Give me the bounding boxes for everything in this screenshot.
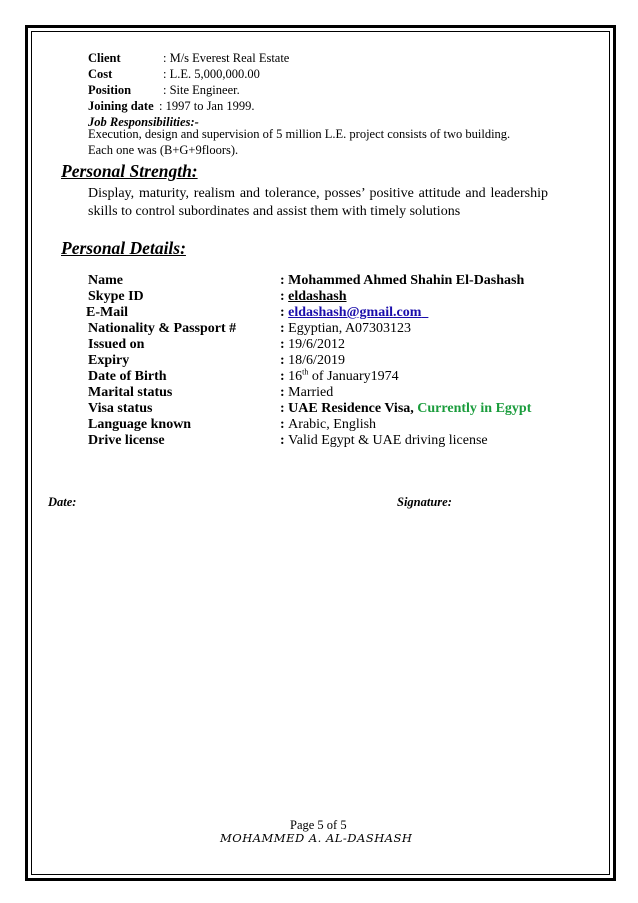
position-label: Position (88, 83, 132, 97)
email-colon: : (280, 305, 289, 320)
position-value: : Site Engineer. (163, 83, 240, 97)
expiry-row (280, 353, 345, 369)
drive-license-colon: : (280, 433, 289, 448)
visa-status-badge: Currently in Egypt (417, 401, 532, 416)
skype-colon: : (280, 289, 289, 304)
email-row (280, 305, 428, 321)
signature-label: Signature: (397, 495, 452, 509)
name-label: Name (88, 273, 123, 288)
marital-row (280, 385, 333, 401)
nationality-row (280, 321, 411, 337)
language-value: Arabic, English (288, 417, 377, 432)
responsibilities-line-2: Each one was (B+G+9floors). (88, 143, 239, 157)
joining-date-value: : 1997 to Jan 1999. (159, 99, 255, 113)
personal-details-heading: Personal Details: (61, 238, 186, 258)
dob-label: Date of Birth (88, 369, 167, 384)
responsibilities-line-1: Execution, design and supervision of 5 million L.E. project consists of two building. (88, 127, 511, 141)
strength-line-1: Display, maturity, realism and tolerance, posses’ positive attitude and leadership (88, 186, 548, 201)
job-responsibilities-heading: Job Responsibilities:- (88, 115, 199, 129)
visa-value: : UAE Residence Visa, (280, 401, 414, 416)
language-label: Language known (88, 417, 192, 432)
issued-label: Issued on (88, 337, 145, 352)
name-value: : Mohammed Ahmed Shahin El-Dashash (280, 273, 525, 288)
personal-strength-heading: Personal Strength: (61, 161, 198, 181)
dob-row (280, 369, 399, 385)
cost-label: Cost (88, 67, 113, 81)
joining-date-label: Joining date (88, 99, 154, 113)
page-number: Page 5 of 5 (290, 818, 347, 832)
marital-value: Married (288, 385, 334, 400)
dob-suffix: th (302, 367, 309, 377)
issued-row (280, 337, 345, 353)
drive-license-value: Valid Egypt & UAE driving license (288, 433, 488, 448)
nationality-value: Egyptian, A07303123 (288, 321, 412, 336)
dob-rest: of January1974 (308, 369, 399, 384)
skype-row (280, 289, 347, 305)
language-colon: : (280, 417, 289, 432)
issued-colon: : (280, 337, 289, 352)
visa-label: Visa status (88, 401, 153, 416)
dob-day: 16 (288, 369, 303, 384)
strength-line-2: skills to control subordinates and assist them with timely solutions (88, 204, 461, 219)
visa-row (280, 401, 531, 417)
author-signature: MOHAMMED A. AL-DASHASH (220, 831, 413, 845)
drive-license-row (280, 433, 488, 449)
nationality-label: Nationality & Passport # (88, 321, 237, 336)
issued-value: 19/6/2012 (288, 337, 345, 352)
expiry-label: Expiry (88, 353, 130, 368)
expiry-value: 18/6/2019 (288, 353, 345, 368)
client-value: : M/s Everest Real Estate (163, 51, 290, 65)
marital-colon: : (280, 385, 289, 400)
skype-label: Skype ID (88, 289, 144, 304)
drive-license-label: Drive license (88, 433, 165, 448)
email-link[interactable]: eldashash@gmail.com (288, 305, 422, 320)
cost-value: : L.E. 5,000,000.00 (163, 67, 260, 81)
marital-label: Marital status (88, 385, 173, 400)
nationality-colon: : (280, 321, 289, 336)
client-label: Client (88, 51, 121, 65)
language-row (280, 417, 376, 433)
date-label: Date: (48, 495, 77, 509)
expiry-colon: : (280, 353, 289, 368)
skype-id-value: eldashash (288, 289, 347, 304)
email-label: E-Mail (86, 305, 128, 320)
dob-colon: : (280, 369, 289, 384)
